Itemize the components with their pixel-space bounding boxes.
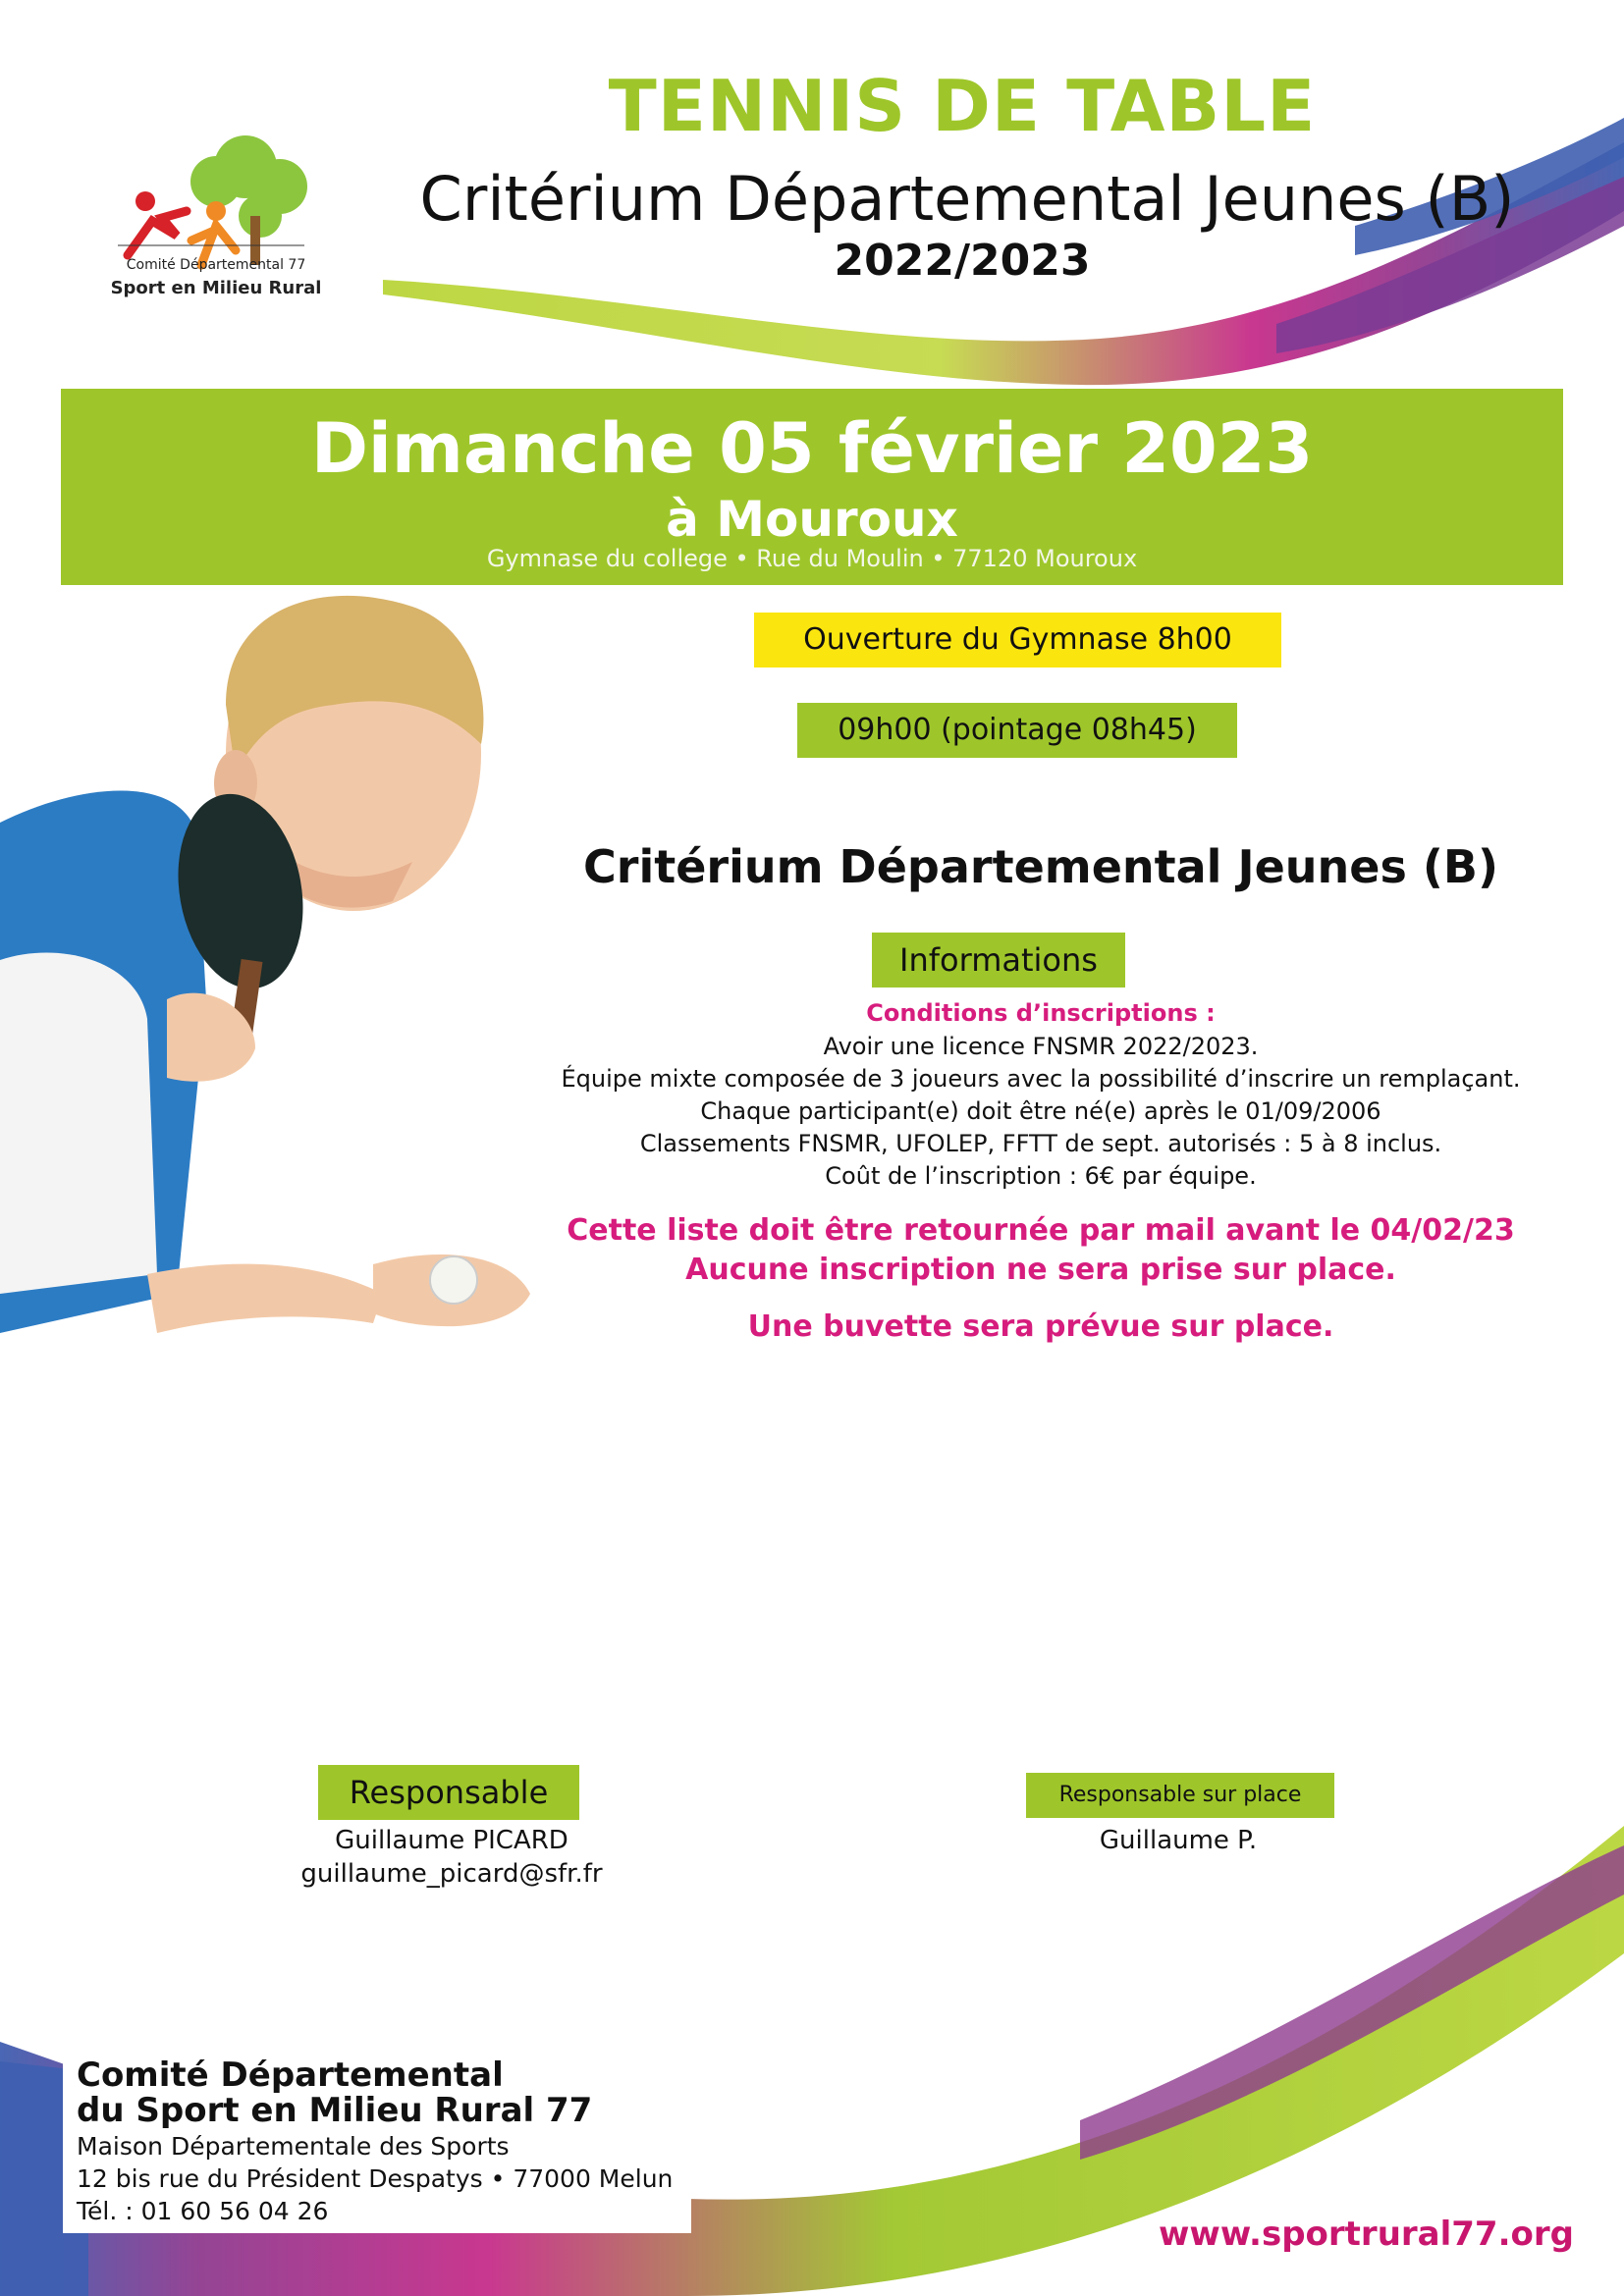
footer-org-line1: Comité Départemental	[77, 2056, 504, 2095]
footer-address-line: Maison Départementale des Sports	[77, 2132, 510, 2161]
onsite-responsable-name: Guillaume P.	[1099, 1826, 1258, 1855]
event-place: à Mouroux	[666, 491, 958, 548]
event-date: Dimanche 05 février 2023	[310, 408, 1314, 489]
website-link[interactable]: www.sportrural77.org	[1159, 2215, 1574, 2254]
table-tennis-player-image	[0, 587, 550, 1412]
condition-line: Coût de l’inscription : 6€ par équipe.	[825, 1162, 1257, 1190]
onsite-responsable-label: Responsable sur place	[1026, 1773, 1334, 1818]
start-time-badge: 09h00 (pointage 08h45)	[797, 703, 1237, 758]
condition-line: Avoir une licence FNSMR 2022/2023.	[823, 1033, 1259, 1060]
info-label: Informations	[872, 933, 1125, 988]
responsable-email[interactable]: guillaume_picard@sfr.fr	[300, 1859, 603, 1889]
responsable-name: Guillaume PICARD	[335, 1826, 568, 1855]
condition-line: Équipe mixte composée de 3 joueurs avec la possibilité d’inscrire un remplaçant.	[561, 1065, 1521, 1093]
page-subtitle: Critérium Départemental Jeunes (B)	[419, 163, 1515, 235]
page-title: TENNIS DE TABLE	[608, 65, 1317, 147]
footer-org-line2: du Sport en Milieu Rural 77	[77, 2091, 593, 2130]
condition-line: Chaque participant(e) doit être né(e) après le 01/09/2006	[700, 1097, 1381, 1125]
logo-text-committee: Comité Départemental 77	[126, 257, 306, 273]
conditions-heading: Conditions d’inscriptions :	[866, 999, 1216, 1027]
responsable-label: Responsable	[318, 1765, 579, 1820]
opening-time-badge: Ouverture du Gymnase 8h00	[754, 613, 1281, 667]
notice-buvette: Une buvette sera prévue sur place.	[747, 1309, 1334, 1344]
footer-phone: Tél. : 01 60 56 04 26	[77, 2197, 329, 2225]
condition-line: Classements FNSMR, UFOLEP, FFTT de sept. autorisés : 5 à 8 inclus.	[639, 1130, 1442, 1157]
logo-text-sport: Sport en Milieu Rural	[110, 278, 322, 298]
competition-title: Critérium Départemental Jeunes (B)	[583, 840, 1498, 893]
footer-address-line: 12 bis rue du Président Despatys • 77000 Melun	[77, 2164, 674, 2193]
notice-deadline: Cette liste doit être retournée par mail avant le 04/02/23	[567, 1213, 1515, 1248]
season: 2022/2023	[834, 236, 1091, 286]
event-address: Gymnase du college • Rue du Moulin • 77120 Mouroux	[486, 545, 1138, 572]
notice-no-onsite: Aucune inscription ne sera prise sur place.	[685, 1253, 1396, 1287]
